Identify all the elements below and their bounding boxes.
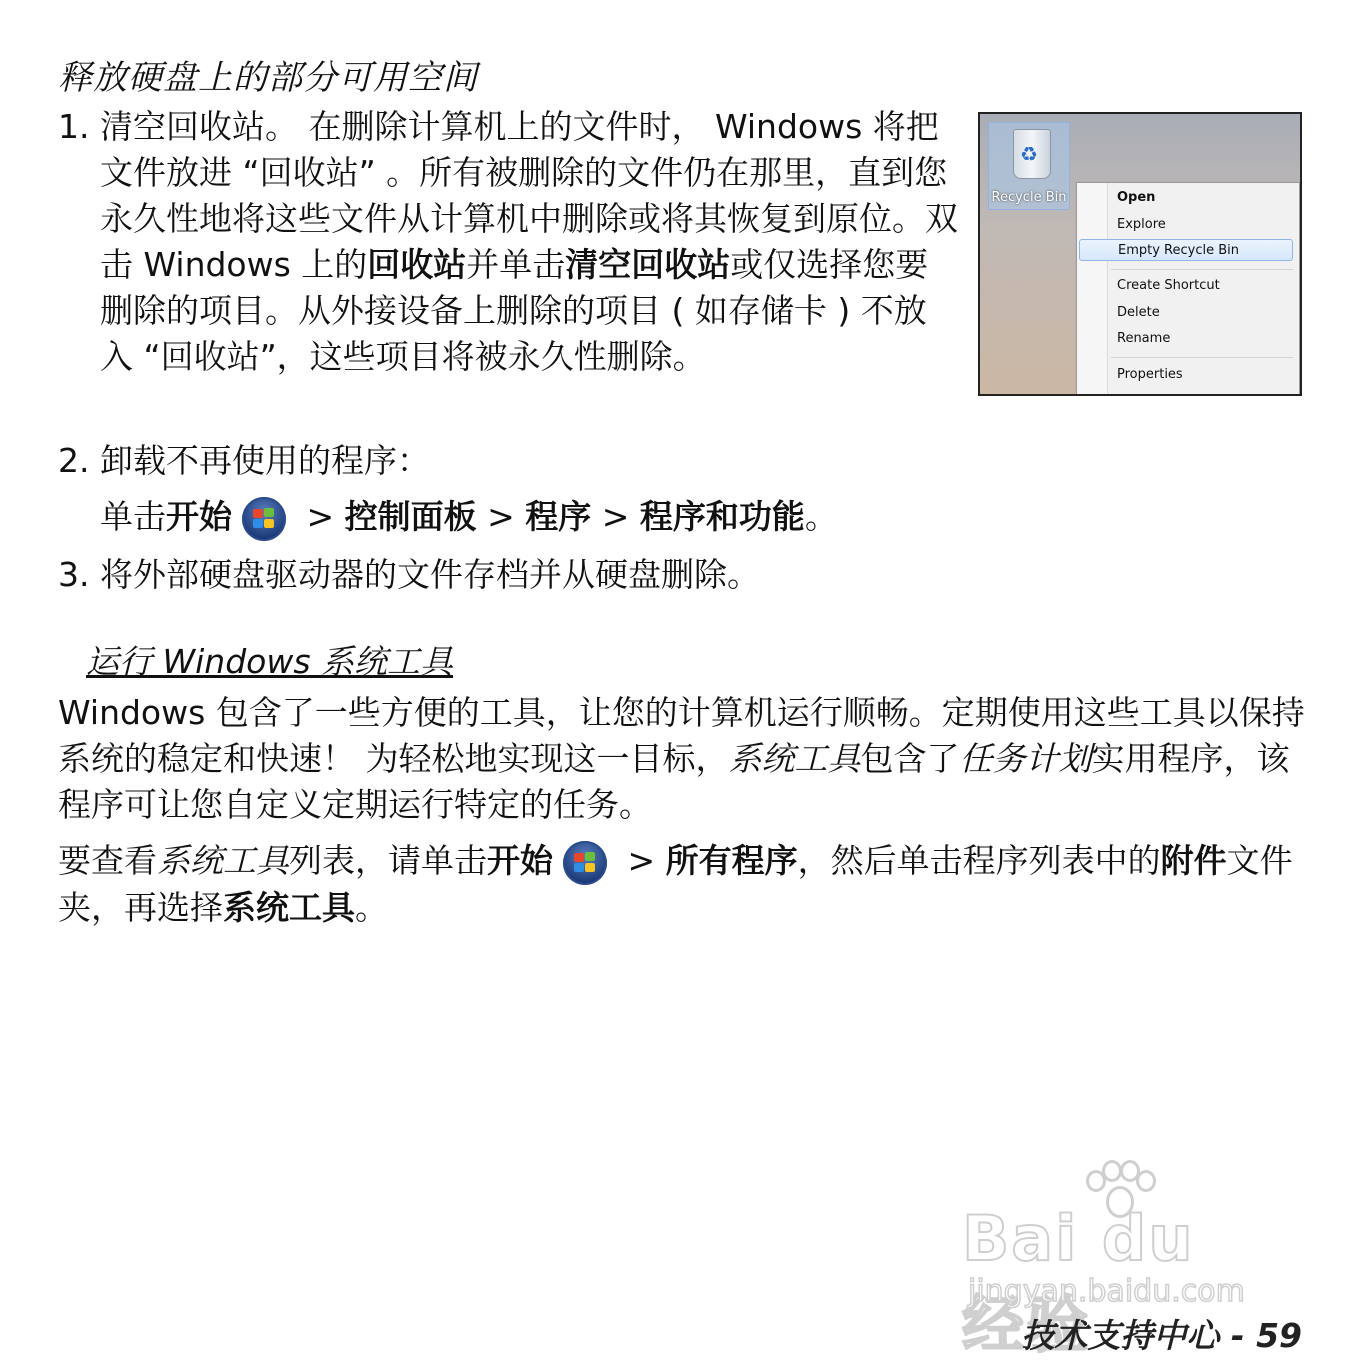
bold-accessories: 附件 [1160,841,1227,880]
menu-item-rename[interactable]: Rename [1117,331,1171,346]
list-item-archive-files [58,552,958,598]
bold-start: 开始 [487,841,553,880]
footer-section: 技术支持中心 - [1021,1316,1257,1355]
page-number: 59 [1256,1316,1302,1355]
path-separator: > [617,841,666,880]
watermark-brand: Bai du 经验 [962,1202,1195,1361]
list-item-uninstall-programs [58,438,958,484]
list-number: 1. [58,107,90,146]
menu-item-create-shortcut[interactable]: Create Shortcut [1117,278,1220,293]
text-run: Windows 包含了一些方便的工具，让您的计算机运行顺畅。定期使用这些工具以保持系统的稳定和快速！ 为轻松地实现这一目标， [58,693,1305,778]
list-item-body: 卸载不再使用的程序： [100,441,430,480]
paragraph-tools-howto [58,838,1306,931]
recycle-bin-label: Recycle Bin [991,190,1067,205]
menu-separator [1111,269,1293,270]
path-separator: > [296,497,345,536]
watermark-url: jingyan.baidu.com [968,1274,1245,1309]
section-heading-free-space: 释放硬盘上的部分可用空间 [58,58,478,98]
text-run: 清空回收站。 在删除计算机上的文件时， Windows 将把文件放进 “回收站” 。所有被删除的文件仍在那里，直到您永久性地将这些文件从计算机中删除或将其恢复到原位。双击 Windows 上的 [100,107,958,284]
paragraph-tools-intro [58,690,1306,828]
bold-recycle-bin: 回收站 [367,245,467,284]
bold-system-tools: 系统工具 [223,887,355,927]
path-separator: > [591,497,640,536]
italic-system-tools: 系统工具 [157,841,289,880]
section-heading-system-tools: 运行 Windows 系统工具 [86,642,454,681]
menu-separator [1111,357,1293,358]
text-run: 实用程序，该程序可让您自定义定期运行特定的任务。 [58,739,1290,824]
text-run: 或仅选择您要删除的项目。从外接设备上删除的项目 ( 如存储卡 ) 不放入 “回收站”，这些项目将被永久性删除。 [100,245,929,376]
menu-item-empty-recycle-bin[interactable]: Empty Recycle Bin [1079,239,1293,261]
uninstall-instruction [100,494,1000,541]
menu-item-properties[interactable]: Properties [1117,367,1183,382]
list-item-body: 将外部硬盘驱动器的文件存档并从硬盘删除。 [100,555,760,594]
list-item-empty-recycle-bin [58,104,958,380]
recycle-bin-context-menu-screenshot [978,112,1302,396]
text-run: 并单击 [466,245,566,284]
text-run: 单击 [100,497,166,536]
context-menu [1076,182,1300,396]
text-run: 列表，请单击 [289,841,487,880]
path-separator: > [476,497,526,536]
bold-all-programs: 所有程序 [665,841,798,880]
bold-control-panel: 控制面板 [344,497,477,536]
list-number: 2. [58,441,90,480]
bold-programs-and-features: 程序和功能 [639,497,805,536]
list-item-body [100,104,958,380]
menu-gutter [1077,183,1108,395]
text-run: 。 [355,887,388,927]
text-run: 。 [804,497,838,536]
recycle-bin-desktop-icon[interactable] [988,122,1070,210]
text-run: ，然后单击程序列表中的 [797,841,1161,880]
text-run: 包含了 [860,739,960,778]
bold-start: 开始 [166,497,232,536]
windows-start-icon [242,497,286,541]
recycle-bin-icon [1013,129,1051,179]
italic-system-tools: 系统工具 [728,739,861,778]
menu-item-delete[interactable]: Delete [1117,305,1160,320]
italic-task-scheduler: 任务计划 [959,739,1092,778]
page-footer [1021,1310,1302,1357]
text-run: 要查看 [58,841,157,880]
bold-empty-recycle-bin: 清空回收站 [565,245,731,284]
menu-item-explore[interactable]: Explore [1117,217,1166,232]
menu-item-open[interactable]: Open [1117,190,1156,205]
bold-programs: 程序 [525,497,592,536]
windows-start-icon [563,841,607,885]
list-number: 3. [58,555,90,594]
text-run: 文件夹，再选择 [58,841,1293,927]
